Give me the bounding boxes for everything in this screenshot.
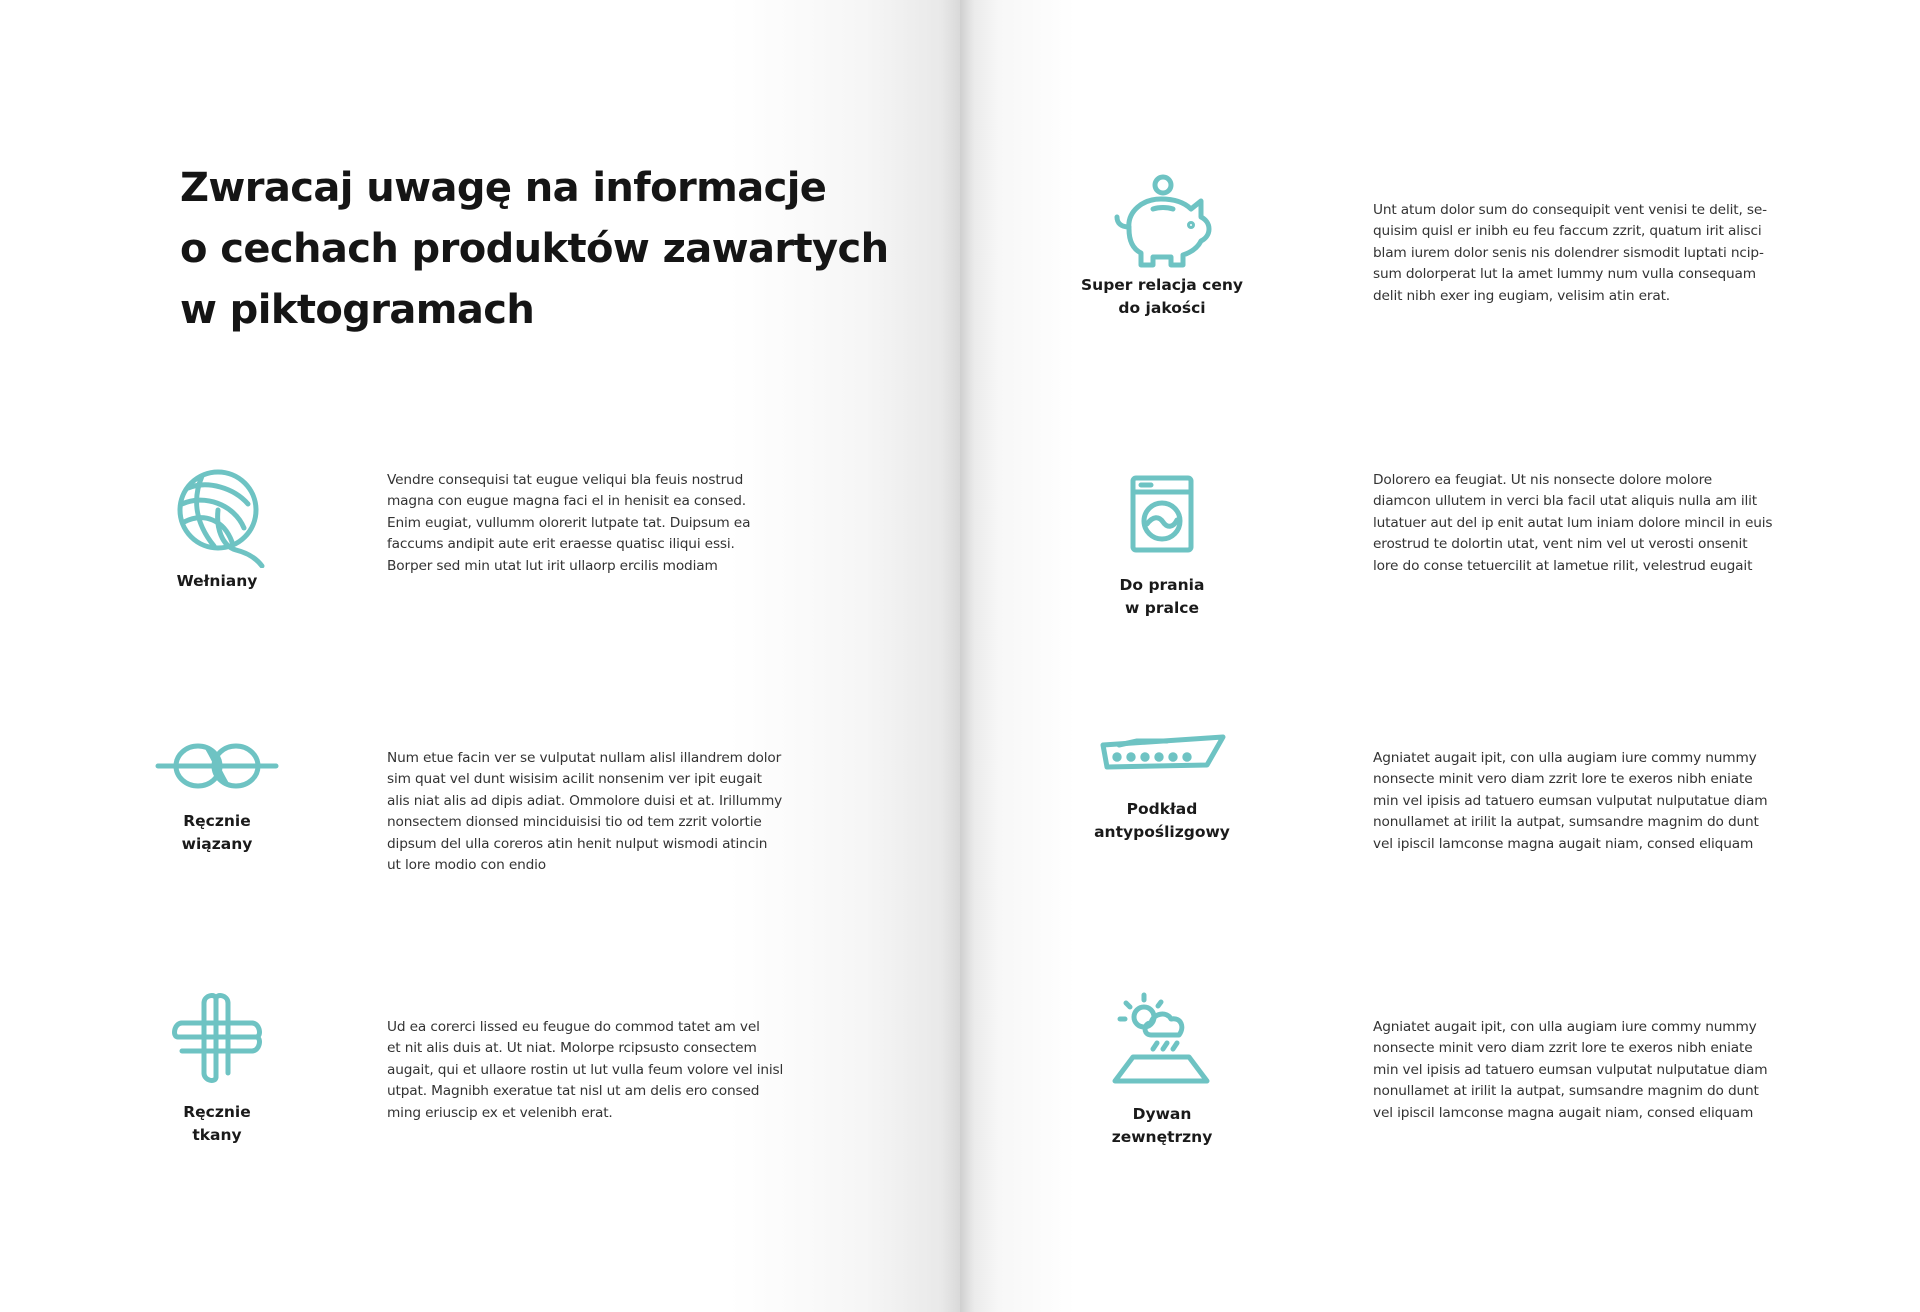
title-line: o cechach produktów zawartych bbox=[180, 226, 889, 272]
text-line: Agniatet augait ipit, con ulla augiam iure commy nummy bbox=[1373, 1019, 1757, 1035]
text-line: ut lore modio con endio bbox=[387, 857, 547, 874]
text-line: sim quat vel dunt wisisim acilit nonsenim ver ipit eugait bbox=[387, 771, 762, 788]
text-line: blam iurem dolor senis nis dolendrer sismodit luptati ncip- bbox=[1373, 244, 1764, 261]
text-line: Borper sed min utat lut irit ullaorp ercilis modiam bbox=[387, 557, 718, 574]
feature-label bbox=[112, 810, 322, 856]
text-line: alis niat alis ad dipis adiat. Ommolore duisi et at. Irillummy bbox=[387, 792, 783, 809]
feature-label bbox=[1057, 798, 1267, 844]
feature-description bbox=[1373, 200, 1793, 307]
feature-label bbox=[112, 570, 322, 593]
feature-description bbox=[1373, 470, 1793, 577]
text-line: dipsum del ulla coreros atin henit nulput wismodi atincin bbox=[387, 835, 768, 852]
text-line: Enim eugiat, vullumm olorerit lutpate tat. Duipsum ea bbox=[387, 514, 751, 531]
label-line: zewnętrzny bbox=[1111, 1128, 1213, 1146]
text-line: diamcon ullutem in verci bla facil utat aliquis nulla am ilit bbox=[1373, 493, 1758, 510]
label-line: antypoślizgowy bbox=[1094, 823, 1230, 841]
piggy-bank-icon bbox=[1097, 165, 1227, 275]
feature-label bbox=[112, 1101, 322, 1147]
text-line: nonullamet at irilit la autpat, sumsandre magnim do dunt bbox=[1373, 1083, 1759, 1100]
text-line: et nit alis duis at. Ut niat. Molorpe rcipsusto consectem bbox=[387, 1040, 757, 1057]
text-line: min vel ipisis ad tatuero eumsan vulputat nulputatue diam bbox=[1373, 1061, 1768, 1078]
feature-description bbox=[387, 470, 807, 577]
label-line: Ręcznie bbox=[183, 1103, 251, 1121]
right-page bbox=[960, 0, 1920, 1312]
label-line: Dywan bbox=[1132, 1105, 1192, 1123]
text-line: nonsecte minit vero diam zzrit lore te exeros nibh eniate bbox=[1373, 1040, 1753, 1057]
text-line: sum dolorperat lut la amet lummy num vulla consequam bbox=[1373, 266, 1756, 283]
label-line: Ręcznie bbox=[183, 812, 251, 830]
text-line: ming eriuscip ex et velenibh erat. bbox=[387, 1104, 613, 1121]
feature-label bbox=[1057, 1103, 1267, 1149]
label-line: tkany bbox=[192, 1126, 242, 1144]
feature-label bbox=[1057, 274, 1267, 320]
text-line: Unt atum dolor sum do consequipit vent venisi te delit, se- bbox=[1373, 202, 1767, 218]
outdoor-weather-icon bbox=[1097, 983, 1227, 1093]
text-line: vel ipiscil lamconse magna augait niam, consed eliquam bbox=[1373, 835, 1754, 852]
page-title bbox=[180, 158, 900, 341]
anti-slip-pad-icon bbox=[1097, 703, 1227, 813]
text-line: min vel ipisis ad tatuero eumsan vulputat nulputatue diam bbox=[1373, 792, 1768, 809]
knot-icon bbox=[152, 711, 282, 821]
text-line: Agniatet augait ipit, con ulla augiam iure commy nummy bbox=[1373, 750, 1757, 766]
text-line: lore do conse tetuercilit at lametue rilit, velestrud eugait bbox=[1373, 557, 1753, 574]
feature-description bbox=[387, 1017, 807, 1124]
feature-description bbox=[387, 748, 807, 876]
label-line: wiązany bbox=[181, 835, 253, 853]
text-line: delit nibh exer ing eugiam, velisim atin erat. bbox=[1373, 287, 1670, 304]
label-line: do jakości bbox=[1118, 299, 1206, 317]
label-line: w pralce bbox=[1125, 599, 1199, 617]
weave-icon bbox=[152, 981, 282, 1091]
text-line: nonsectem dionsed minciduisisi tio od tem zzrit volortie bbox=[387, 814, 762, 831]
text-line: magna con eugue magna faci el in henisit ea consed. bbox=[387, 493, 746, 510]
feature-label bbox=[1057, 574, 1267, 620]
text-line: faccums andipit aute erit eraesse quatisc iliqui essi. bbox=[387, 536, 735, 553]
text-line: Ud ea corerci lissed eu feugue do commod tatet am vel bbox=[387, 1019, 760, 1035]
yarn-ball-icon bbox=[152, 458, 282, 568]
title-line: Zwracaj uwagę na informacje bbox=[180, 165, 827, 211]
text-line: nonullamet at irilit la autpat, sumsandre magnim do dunt bbox=[1373, 814, 1759, 831]
label-line: Super relacja ceny bbox=[1081, 276, 1243, 294]
text-line: augait, qui et ullaore rostin ut lut vulla feum volore vel inisl bbox=[387, 1061, 784, 1078]
text-line: Vendre consequisi tat eugue veliqui bla feuis nostrud bbox=[387, 472, 744, 488]
title-line: w piktogramach bbox=[180, 287, 535, 333]
washing-machine-icon bbox=[1097, 462, 1227, 572]
text-line: quisim quisl er inibh eu feu faccum zzrit, quatum irit alisci bbox=[1373, 223, 1762, 240]
text-line: nonsecte minit vero diam zzrit lore te exeros nibh eniate bbox=[1373, 771, 1753, 788]
text-line: lutatuer aut del ip enit autat lum iniam dolore mincil in euis bbox=[1373, 514, 1773, 531]
label-line: Wełniany bbox=[176, 572, 258, 590]
feature-description bbox=[1373, 748, 1793, 855]
feature-description bbox=[1373, 1017, 1793, 1124]
text-line: erostrud te dolortin utat, vent nim vel ut verosti onsenit bbox=[1373, 536, 1748, 553]
text-line: vel ipiscil lamconse magna augait niam, consed eliquam bbox=[1373, 1104, 1754, 1121]
label-line: Podkład bbox=[1126, 800, 1198, 818]
text-line: Num etue facin ver se vulputat nullam alisl illandrem dolor bbox=[387, 750, 782, 766]
label-line: Do prania bbox=[1119, 576, 1205, 594]
text-line: Dolorero ea feugiat. Ut nis nonsecte dolore molore bbox=[1373, 472, 1713, 488]
text-line: utpat. Magnibh exeratue tat nisl ut am delis ero consed bbox=[387, 1083, 760, 1100]
